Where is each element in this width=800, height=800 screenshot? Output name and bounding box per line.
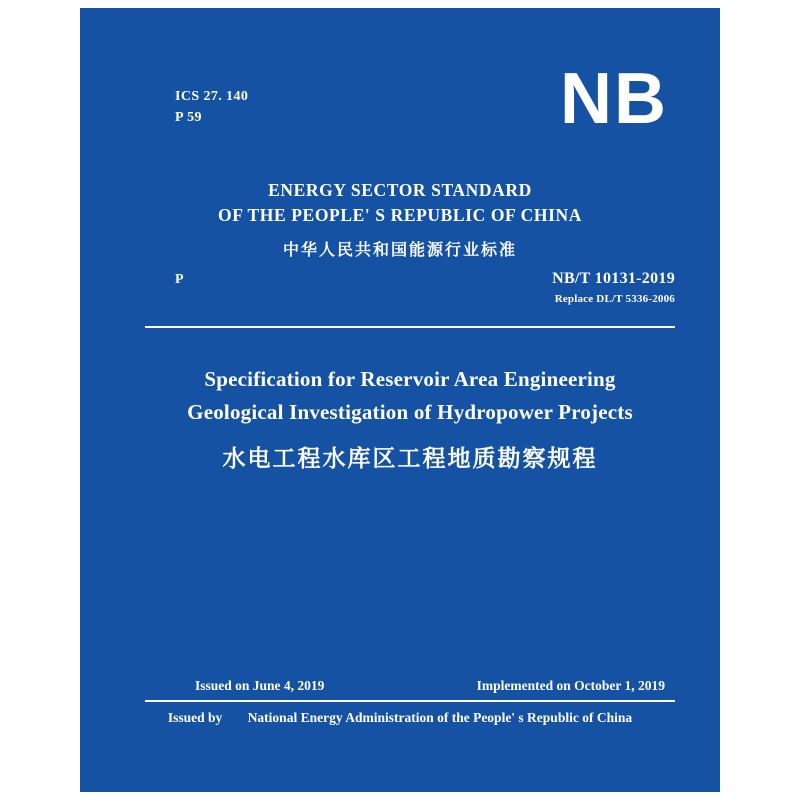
- ics-category-code: P 59: [175, 110, 202, 125]
- standard-code-row: [175, 270, 675, 310]
- classification-mark: P: [175, 272, 184, 287]
- document-title: [140, 363, 680, 473]
- issued-date: Issued on June 4, 2019: [195, 678, 325, 693]
- standard-header: [80, 178, 720, 260]
- standard-header-chinese: 中华人民共和国能源行业标准: [282, 239, 517, 259]
- date-row: [175, 678, 665, 698]
- title-english-line1: Specification for Reservoir Area Engineering: [204, 367, 616, 391]
- issued-by-label: Issued by: [167, 710, 223, 725]
- standard-number: NB/T 10131-2019: [552, 270, 675, 287]
- standard-cover: [80, 8, 720, 792]
- standard-number-block: [552, 270, 675, 305]
- ics-number: ICS 27. 140: [175, 89, 249, 104]
- implemented-date: Implemented on October 1, 2019: [476, 678, 665, 693]
- nb-logo: NB: [560, 59, 668, 139]
- replaced-standard: Replace DL/T 5336-2006: [554, 293, 675, 305]
- divider-top: [145, 326, 675, 328]
- divider-bottom: [145, 700, 675, 702]
- issuer-row: [80, 710, 720, 726]
- standard-header-english-line2: OF THE PEOPLE' S REPUBLIC OF CHINA: [218, 205, 582, 226]
- standard-header-english-line1: ENERGY SECTOR STANDARD: [268, 180, 532, 200]
- title-english-line2: Geological Investigation of Hydropower Projects: [187, 399, 633, 424]
- issued-by-organization: National Energy Administration of the People' s Republic of China: [247, 710, 633, 725]
- ics-block: [175, 86, 248, 128]
- title-chinese: 水电工程水库区工程地质勘察规程: [222, 446, 598, 473]
